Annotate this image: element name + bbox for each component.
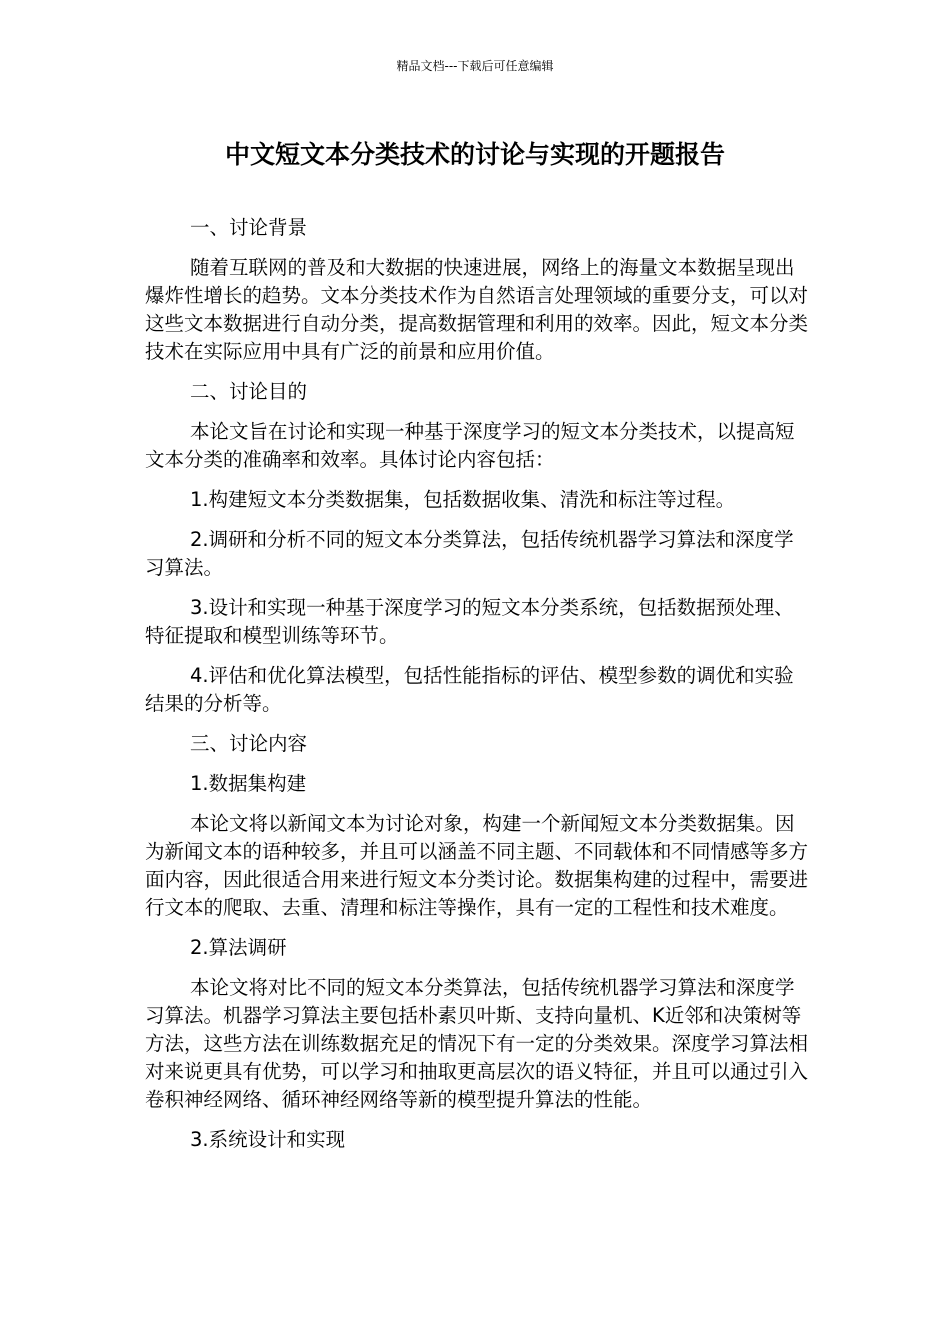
paragraph-background: 随着互联网的普及和大数据的快速进展，网络上的海量文本数据呈现出爆炸性增长的趋势。文本分类技术作为自然语言处理领域的重要分支，可以对这些文本数据进行自动分类，提高数据管理和利用的效率。因此，短文本分类技术在实际应用中具有广泛的前景和应用价值。 [145,256,809,363]
header-note: 精品文档---下载后可任意编辑 [396,59,554,73]
subheading-dataset: 1.数据集构建 [190,772,307,795]
section-heading-background: 一、讨论背景 [190,216,308,239]
list-item-purpose-1: 1.构建短文本分类数据集，包括数据收集、清洗和标注等过程。 [190,488,736,511]
list-item-purpose-3: 3.设计和实现一种基于深度学习的短文本分类系统，包括数据预处理、特征提取和模型训练等环节。 [145,596,794,647]
paragraph-purpose: 本论文旨在讨论和实现一种基于深度学习的短文本分类技术，以提高短文本分类的准确率和效率。具体讨论内容包括： [145,420,795,471]
paragraph-dataset: 本论文将以新闻文本为讨论对象，构建一个新闻短文本分类数据集。因为新闻文本的语种较多，并且可以涵盖不同主题、不同载体和不同情感等多方面内容，因此很适合用来进行短文本分类讨论。数据集构建的过程中，需要进行文本的爬取、去重、清理和标注等操作，具有一定的工程性和技术难度。 [145,812,809,919]
document-body [145,214,813,1166]
paragraph-algorithm: 本论文将对比不同的短文本分类算法，包括传统机器学习算法和深度学习算法。机器学习算法主要包括朴素贝叶斯、支持向量机、K近邻和决策树等方法，这些方法在训练数据充足的情况下有一定的分类效果。深度学习算法相对来说更具有优势，可以学习和抽取更高层次的语义特征，并且可以通过引入卷积神经网络、循环神经网络等新的模型提升算法的性能。 [145,976,809,1111]
subheading-system: 3.系统设计和实现 [190,1128,346,1151]
section-heading-content: 三、讨论内容 [190,732,308,755]
subheading-algorithm: 2.算法调研 [190,936,287,959]
list-item-purpose-4: 4.评估和优化算法模型，包括性能指标的评估、模型参数的调优和实验结果的分析等。 [145,664,794,715]
section-heading-purpose: 二、讨论目的 [190,380,308,403]
list-item-purpose-2: 2.调研和分析不同的短文本分类算法，包括传统机器学习算法和深度学习算法。 [145,528,794,579]
document-title: 中文短文本分类技术的讨论与实现的开题报告 [224,140,725,169]
